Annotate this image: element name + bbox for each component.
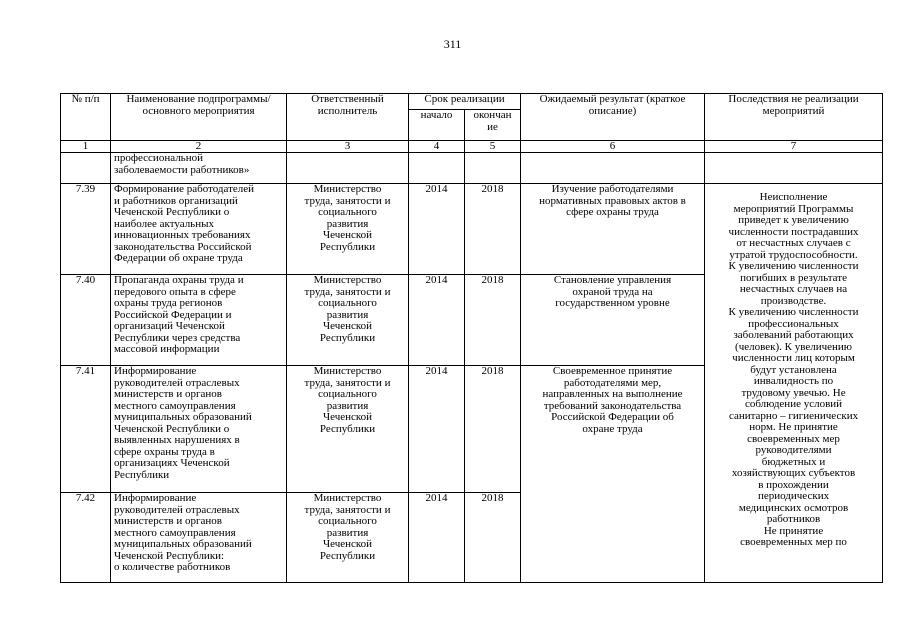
row-start: 2014 [409, 366, 465, 493]
column-number: 3 [287, 141, 409, 153]
row-end: 2018 [465, 184, 521, 275]
row-name: Информирование руководителей отраслевых министерств и органов местного самоуправления муниципальных образований Чеченской Республики: о количестве работников [111, 493, 287, 583]
header-end: окончан ие [465, 110, 521, 141]
continuation-text: профессиональной заболеваемости работников» [111, 153, 287, 184]
header-name: Наименование подпрограммы/ основного мероприятия [111, 94, 287, 141]
continuation-row [61, 153, 883, 184]
row-executor: Министерство труда, занятости и социального развития Чеченской Республики [287, 493, 409, 583]
header-row-1 [61, 94, 883, 110]
column-number: 1 [61, 141, 111, 153]
row-executor: Министерство труда, занятости и социального развития Чеченской Республики [287, 275, 409, 366]
header-result: Ожидаемый результат (краткое описание) [521, 94, 705, 141]
consequences-text: Неисполнение мероприятий Программы приведет к увеличению численности пострадавших от несчастных случаев с утратой трудоспособности. К увеличению численности погибших в результате несчастных случаев на производстве. К увеличению численности профессиональных заболеваний работающих (человек). К увеличению численности лиц которым будут установлена инвалидность по трудовому увечью. Не соблюдение условий санитарно – гигиенических норм. Не принятие своевременных мер руководителями бюджетных и хозяйствующих субъектов в прохождении периодических медицинских осмотров работников Не принятие своевременных мер по [705, 184, 883, 583]
row-result: Изучение работодателями нормативных правовых актов в сфере охраны труда [521, 184, 705, 275]
row-name: Пропаганда охраны труда и передового опыта в сфере охраны труда регионов Российской Федерации и организаций Чеченской Республики через средства массовой информации [111, 275, 287, 366]
row-end: 2018 [465, 366, 521, 493]
row-executor: Министерство труда, занятости и социального развития Чеченской Республики [287, 366, 409, 493]
header-num: № п/п [61, 94, 111, 141]
program-table [60, 93, 883, 583]
page-number: 311 [443, 37, 462, 51]
row-end: 2018 [465, 493, 521, 583]
row-num: 7.40 [61, 275, 111, 366]
row-start: 2014 [409, 184, 465, 275]
row-start: 2014 [409, 275, 465, 366]
row-num: 7.39 [61, 184, 111, 275]
row-end: 2018 [465, 275, 521, 366]
table-row [61, 184, 883, 275]
row-result: Своевременное принятие работодателями мер, направленных на выполнение требований законодательства Российской Федерации об охране труда [521, 366, 705, 583]
column-number: 5 [465, 141, 521, 153]
column-number: 2 [111, 141, 287, 153]
header-period: Срок реализации [409, 94, 521, 110]
header-start: начало [409, 110, 465, 141]
column-number: 7 [705, 141, 883, 153]
row-num: 7.42 [61, 493, 111, 583]
row-executor: Министерство труда, занятости и социального развития Чеченской Республики [287, 184, 409, 275]
header-executor: Ответственный исполнитель [287, 94, 409, 141]
row-num: 7.41 [61, 366, 111, 493]
row-result: Становление управления охраной труда на государственном уровне [521, 275, 705, 366]
column-number-row [61, 141, 883, 153]
column-number: 6 [521, 141, 705, 153]
row-name: Информирование руководителей отраслевых министерств и органов местного самоуправления муниципальных образований Чеченской Республики о выявленных нарушениях в сфере охраны труда в организациях Чеченской Республики [111, 366, 287, 493]
column-number: 4 [409, 141, 465, 153]
header-consequences: Последствия не реализации мероприятий [705, 94, 883, 141]
row-name: Формирование работодателей и работников организаций Чеченской Республики о наиболее актуальных инновационных требованиях законодательства Российской Федерации об охране труда [111, 184, 287, 275]
row-start: 2014 [409, 493, 465, 583]
